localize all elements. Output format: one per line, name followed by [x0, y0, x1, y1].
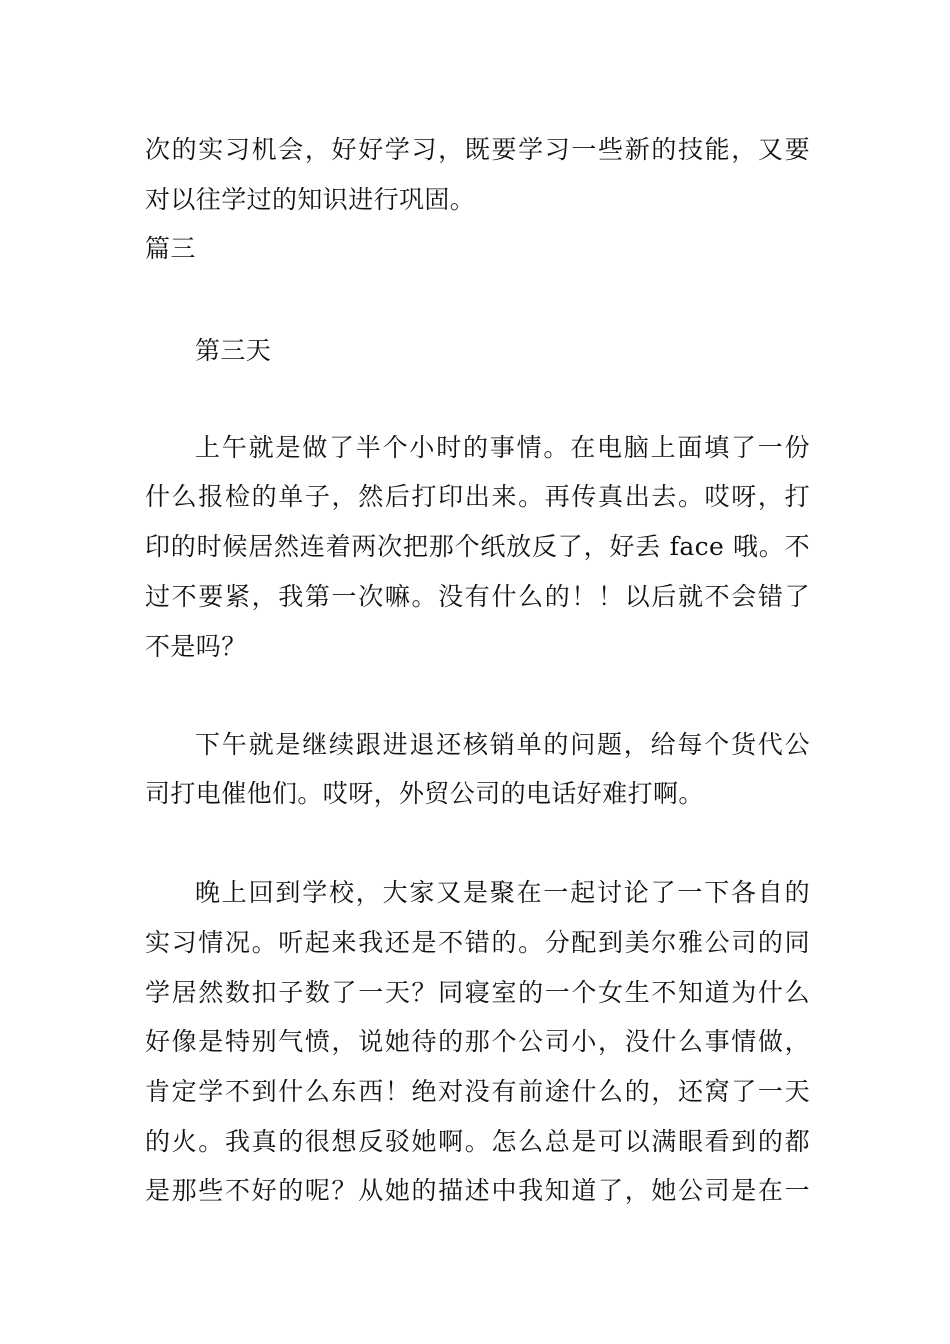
text-line: 肯定学不到什么东西！绝对没有前途什么的，还窝了一天 [145, 1077, 810, 1106]
text-line: 晚上回到学校，大家又是聚在一起讨论了一下各自的 [195, 878, 810, 907]
text-line: 什么报检的单子，然后打印出来。再传真出去。哎呀，打 [145, 482, 810, 511]
text-line: 对以往学过的知识进行巩固。 [145, 185, 476, 214]
text-line: 学居然数扣子数了一天？同寝室的一个女生不知道为什么 [145, 978, 810, 1007]
text-line: 下午就是继续跟进退还核销单的问题，给每个货代公 [195, 730, 810, 759]
text-line: 不是吗？ [145, 632, 247, 661]
text-line: 次的实习机会，好好学习，既要学习一些新的技能，又要 [145, 135, 810, 164]
text-line: 是那些不好的呢？从她的描述中我知道了，她公司是在一 [145, 1176, 810, 1205]
day-heading: 第三天 [195, 336, 272, 365]
text-line: 实习情况。听起来我还是不错的。分配到美尔雅公司的同 [145, 928, 810, 957]
section-heading: 篇三 [145, 234, 196, 263]
text-line: 司打电催他们。哎呀，外贸公司的电话好难打啊。 [145, 779, 704, 808]
text-line: 印的时候居然连着两次把那个纸放反了，好丢 face 哦。不 [145, 532, 810, 561]
text-line: 好像是特别气愤，说她待的那个公司小，没什么事情做， [145, 1027, 810, 1056]
text-line: 的火。我真的很想反驳她啊。怎么总是可以满眼看到的都 [145, 1127, 810, 1156]
text-line: 过不要紧，我第一次嘛。没有什么的！！以后就不会错了 [145, 582, 810, 611]
text-line: 上午就是做了半个小时的事情。在电脑上面填了一份 [195, 433, 810, 462]
